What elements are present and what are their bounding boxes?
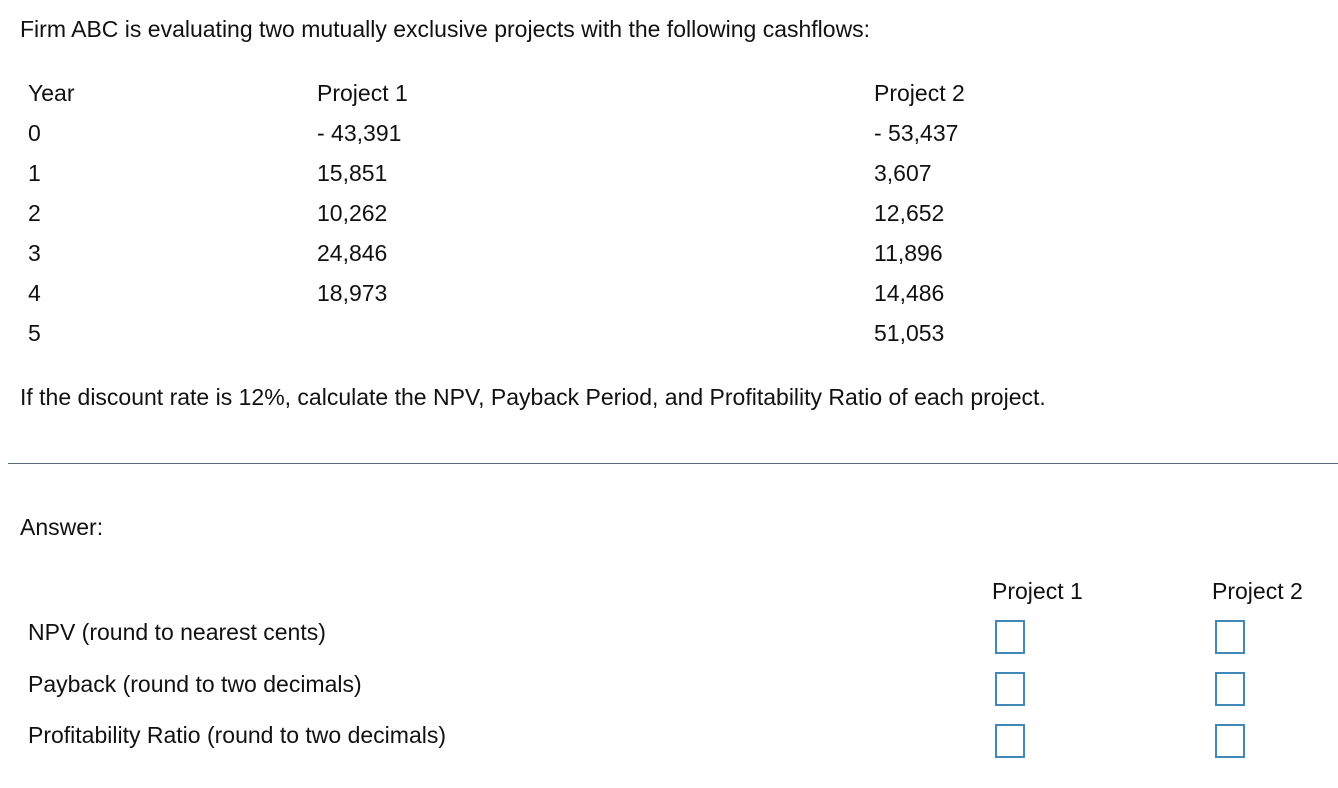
table-header-project-2: Project 2 xyxy=(874,80,965,106)
table-header-project-1: Project 1 xyxy=(317,80,408,106)
answer-header-project-1: Project 1 xyxy=(992,578,1083,604)
project-2-cell: 14,486 xyxy=(874,280,945,306)
payback-project-2-input[interactable] xyxy=(1215,672,1245,706)
profitability-ratio-project-1-input[interactable] xyxy=(995,724,1025,758)
year-cell: 4 xyxy=(28,280,41,306)
answer-header-project-2: Project 2 xyxy=(1212,578,1303,604)
profitability-ratio-project-2-input[interactable] xyxy=(1215,724,1245,758)
project-2-cell: 11,896 xyxy=(874,240,943,266)
section-divider xyxy=(8,463,1338,464)
year-cell: 5 xyxy=(28,320,41,346)
npv-label: NPV (round to nearest cents) xyxy=(28,619,326,645)
year-cell: 1 xyxy=(28,160,41,186)
npv-project-1-input[interactable] xyxy=(995,620,1025,654)
project-1-cell: 15,851 xyxy=(317,160,388,186)
npv-project-2-input[interactable] xyxy=(1215,620,1245,654)
payback-label: Payback (round to two decimals) xyxy=(28,671,362,697)
project-2-cell: 12,652 xyxy=(874,200,945,226)
project-1-cell: - 43,391 xyxy=(317,120,402,146)
year-cell: 0 xyxy=(28,120,41,146)
project-2-cell: - 53,437 xyxy=(874,120,959,146)
year-cell: 2 xyxy=(28,200,41,226)
answer-label: Answer: xyxy=(20,514,104,540)
year-cell: 3 xyxy=(28,240,41,266)
project-2-cell: 3,607 xyxy=(874,160,932,186)
table-header-year: Year xyxy=(28,80,75,106)
project-1-cell: 10,262 xyxy=(317,200,388,226)
project-2-cell: 51,053 xyxy=(874,320,945,346)
project-1-cell: 24,846 xyxy=(317,240,388,266)
intro-text: Firm ABC is evaluating two mutually exclusive projects with the following cashflows: xyxy=(20,16,871,42)
payback-project-1-input[interactable] xyxy=(995,672,1025,706)
question-text: If the discount rate is 12%, calculate the NPV, Payback Period, and Profitability Ratio of each project. xyxy=(20,384,1046,410)
project-1-cell: 18,973 xyxy=(317,280,388,306)
profitability-ratio-label: Profitability Ratio (round to two decimals) xyxy=(28,722,446,748)
